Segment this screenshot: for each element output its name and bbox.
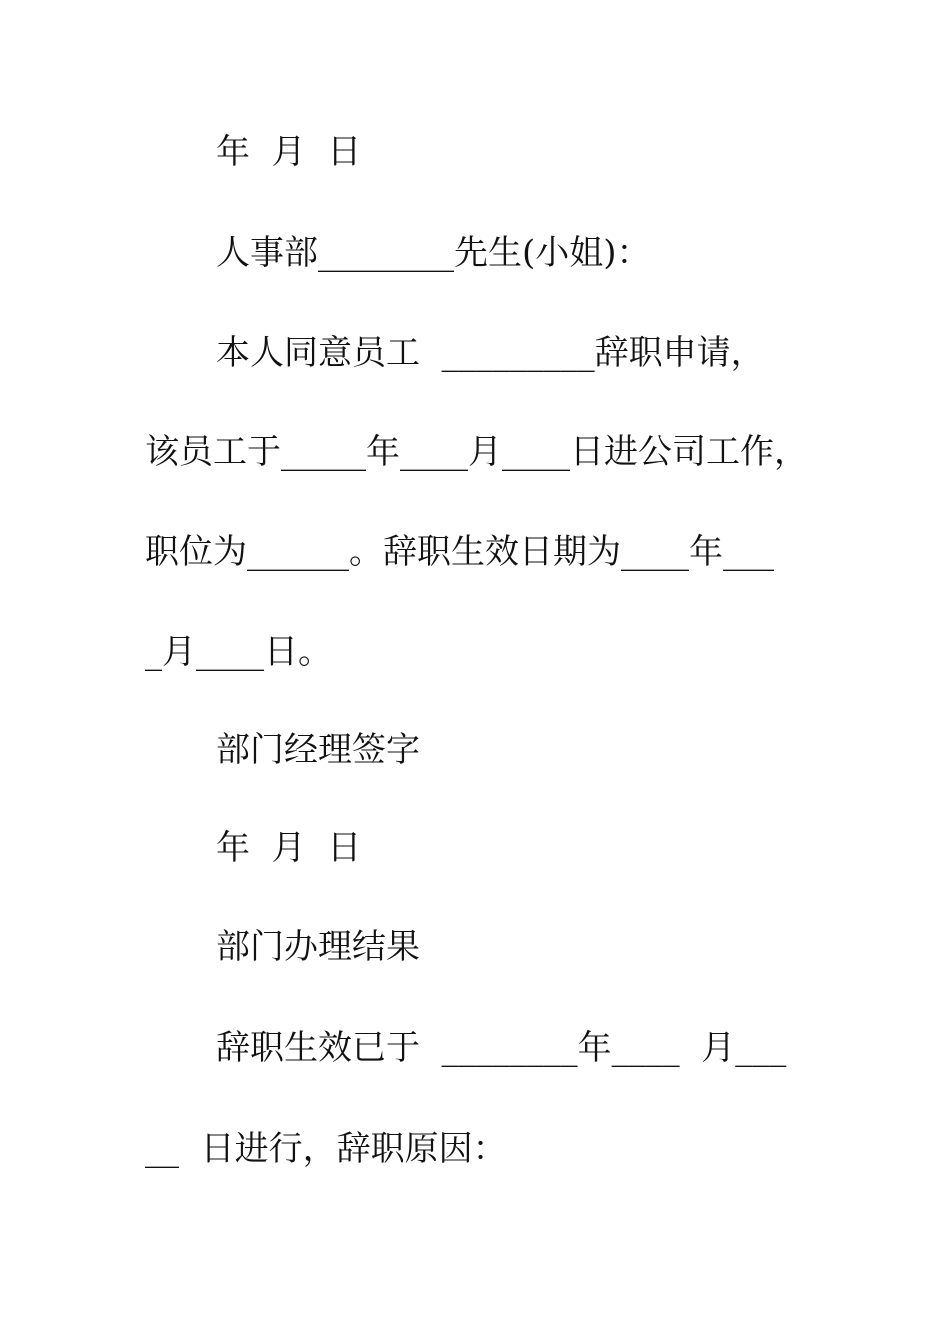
join-date-line: 该员工于_____年____月____日进公司工作， xyxy=(145,432,808,472)
resignation-reason-line: __ 日进行，辞职原因： xyxy=(145,1129,507,1169)
consent-statement: 本人同意员工 _________辞职申请， xyxy=(216,333,765,373)
position-effective-date-line: 职位为______。辞职生效日期为____年___ xyxy=(145,532,774,572)
effective-date-continuation: _月____日。 xyxy=(145,632,332,672)
date-line-top: 年 月 日 xyxy=(216,132,362,172)
manager-signature-label: 部门经理签字 xyxy=(216,730,420,770)
hr-salutation: 人事部________先生(小姐)： xyxy=(216,233,651,273)
date-line-manager: 年 月 日 xyxy=(216,828,362,868)
department-result-label: 部门办理结果 xyxy=(216,927,420,967)
resignation-effective-line: 辞职生效已于 ________年____ 月___ xyxy=(216,1028,787,1068)
